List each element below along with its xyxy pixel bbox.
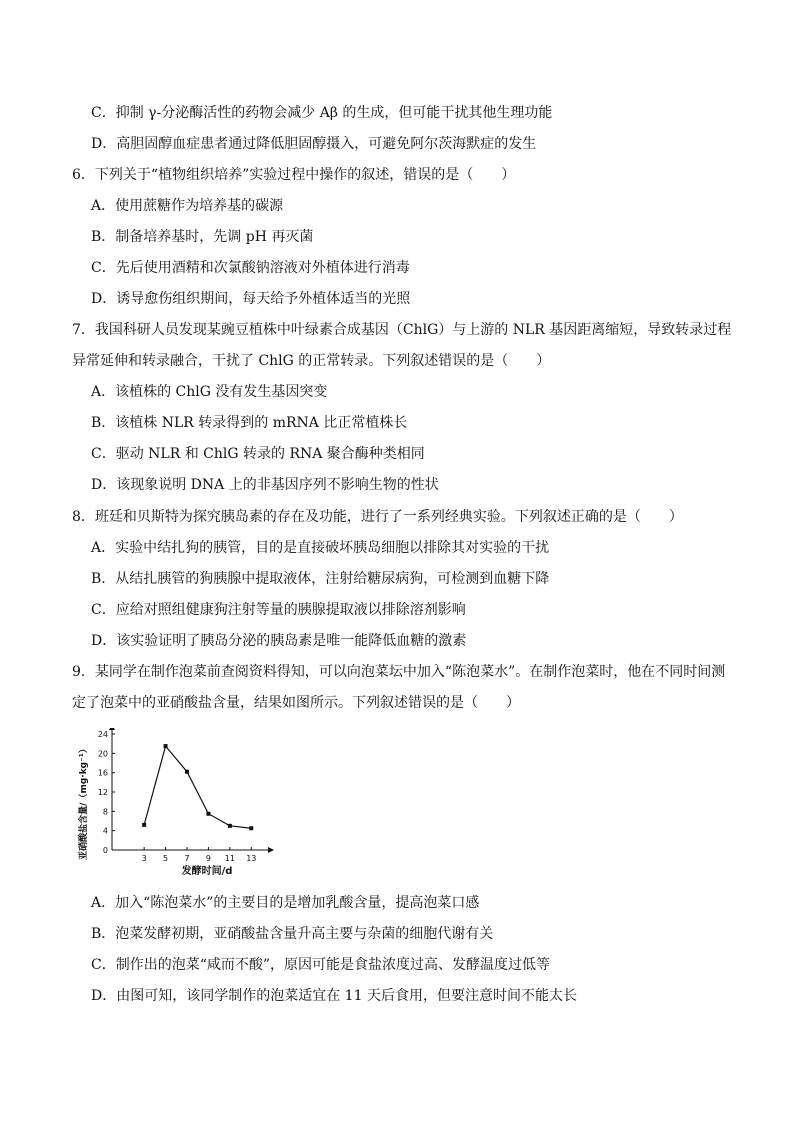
q8-option-b: B．从结扎胰管的狗胰腺中提取液体，注射给糖尿病狗，可检测到血糖下降 [91,571,550,587]
data-point [206,812,210,816]
q5-option-c: C．抑制 γ-分泌酶活性的药物会减少 Aβ 的生成，但可能干扰其他生理功能 [91,105,553,121]
nitrite-chart-svg [72,728,282,876]
y-tick-label: 4 [102,826,108,836]
q9-option-c: C．制作出的泡菜“咸而不酸”，原因可能是食盐浓度过高、发酵温度过低等 [91,957,551,973]
q7-option-d: D．该现象说明 DNA 上的非基因序列不影响生物的性状 [91,477,439,493]
q8-option-c: C．应给对照组健康狗注射等量的胰腺提取液以排除溶剂影响 [91,602,466,618]
chart-ylabel: 亚硝酸盐含量/（mg·kg⁻¹） [79,744,89,860]
x-tick-label: 9 [205,854,211,863]
q9-option-a: A．加入“陈泡菜水”的主要目的是增加乳酸含量，提高泡菜口感 [91,895,480,911]
q8-stem: 8．班廷和贝斯特为探究胰岛素的存在及功能，进行了一系列经典实验。下列叙述正确的是（ ） [72,509,683,525]
x-axis-arrow [268,847,274,853]
q7-option-a: A．该植株的 ChlG 没有发生基因突变 [91,384,328,400]
data-point [185,770,189,774]
y-tick-label: 12 [97,788,108,797]
q6-option-b: B．制备培养基时，先调 pH 再灭菌 [91,229,314,245]
y-tick-label: 0 [102,846,108,855]
y-tick-label: 16 [97,768,108,778]
y-tick-label: 20 [97,749,108,759]
q7-stem-line1: 7．我国科研人员发现某豌豆植株中叶绿素合成基因（ChlG）与上游的 NLR 基因距离缩短，导致转录过程 [72,322,732,338]
data-point [142,823,146,827]
y-tick-label: 24 [97,730,108,739]
chart-xlabel: 发酵时间/d [181,866,233,876]
y-axis-arrow [109,728,115,730]
q5-option-d: D．高胆固醇血症患者通过降低胆固醇摄入，可避免阿尔茨海默症的发生 [91,136,537,152]
q6-stem: 6．下列关于“植物组织培养”实验过程中操作的叙述，错误的是（ ） [72,167,516,183]
q7-stem-line2: 异常延伸和转录融合，干扰了 ChlG 的正常转录。下列叙述错误的是（ ） [72,353,551,369]
q9-stem-line2: 定了泡菜中的亚硝酸盐含量，结果如图所示。下列叙述错误的是（ ） [72,695,520,711]
x-tick-label: 11 [224,854,235,863]
x-tick-label: 13 [246,854,257,863]
q7-option-b: B．该植株 NLR 转录得到的 mRNA 比正常植株长 [91,415,408,431]
q7-option-c: C．驱动 NLR 和 ChlG 转录的 RNA 聚合酶种类相同 [91,446,425,462]
q8-option-d: D．该实验证明了胰岛分泌的胰岛素是唯一能降低血糖的激素 [91,633,467,649]
x-tick-label: 3 [141,854,147,863]
data-point [249,826,253,830]
q8-option-a: A．实验中结扎狗的胰管，目的是直接破坏胰岛细胞以排除其对实验的干扰 [91,540,550,556]
q9-option-d: D．由图可知，该同学制作的泡菜适宜在 11 天后食用，但要注意时间不能太长 [91,988,577,1004]
nitrite-chart [72,728,282,876]
q9-option-b: B．泡菜发酵初期，亚硝酸盐含量升高主要与杂菌的细胞代谢有关 [91,926,494,942]
x-tick-label: 5 [163,854,169,863]
q6-option-d: D．诱导愈伤组织期间，每天给予外植体适当的光照 [91,291,411,307]
data-point [228,824,232,828]
data-point [164,744,168,748]
x-tick-label: 7 [184,854,190,863]
q6-option-c: C．先后使用酒精和次氯酸钠溶液对外植体进行消毒 [91,260,410,276]
q6-option-a: A．使用蔗糖作为培养基的碳源 [91,198,284,214]
y-tick-label: 8 [102,807,108,817]
nitrite-series-line [144,746,251,828]
q9-stem-line1: 9．某同学在制作泡菜前查阅资料得知，可以向泡菜坛中加入“陈泡菜水”。在制作泡菜时，他在不同时间测 [72,664,726,680]
